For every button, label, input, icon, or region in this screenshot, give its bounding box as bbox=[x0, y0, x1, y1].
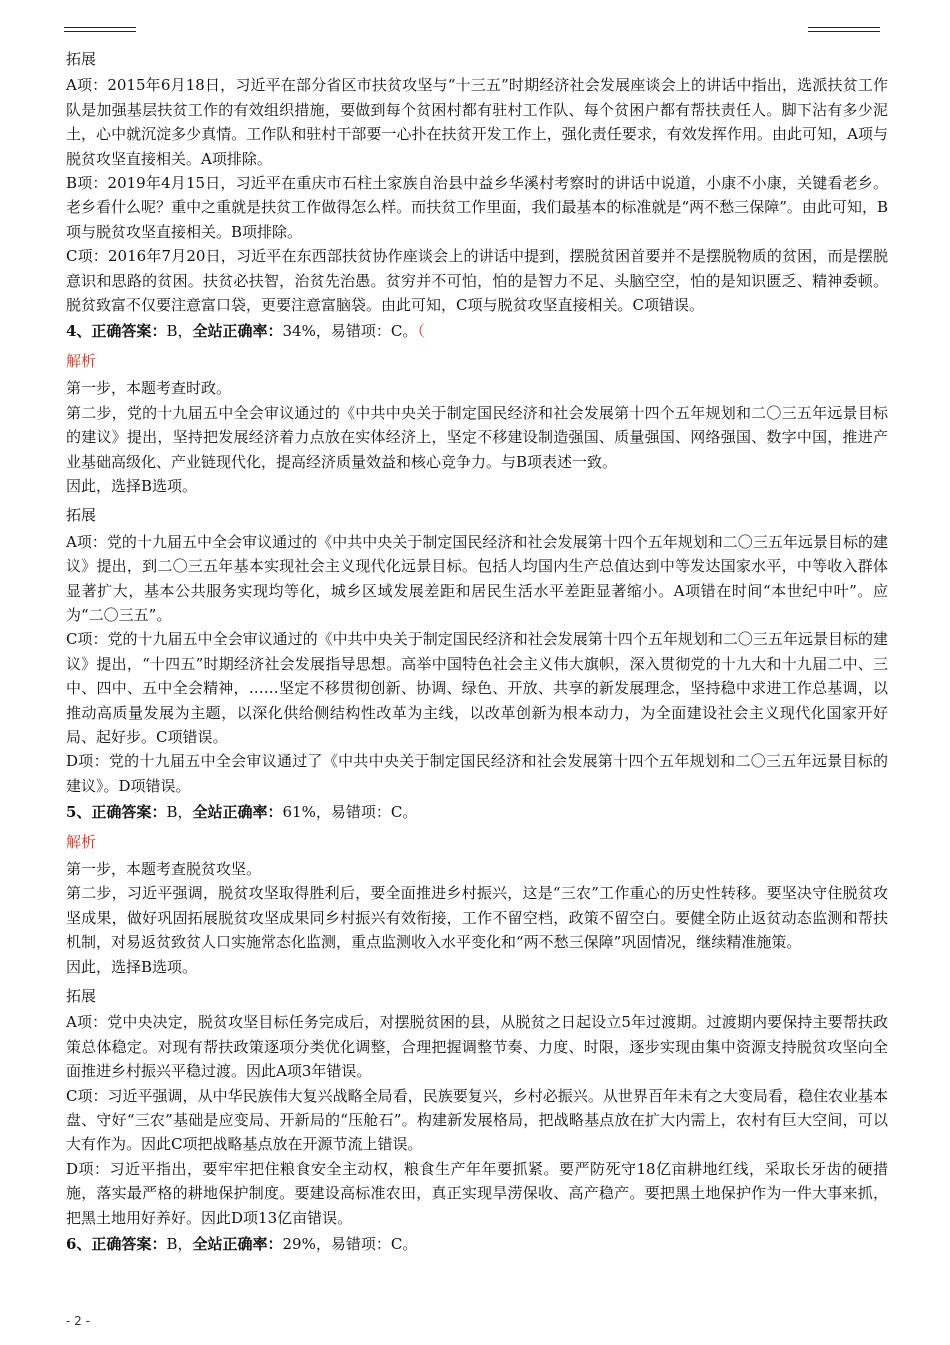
paragraph: 第二步，习近平强调，脱贫攻坚取得胜利后，要全面推进乡村振兴，这是“三农”工作重心的历史性转移。要坚决守住脱贫攻坚成果，做好巩固拓展脱贫攻坚成果同乡村振兴有效衔接，工作不留空档，政策不留空白。要健全防止返贫动态监测和帮扶机制，对易返贫致贫人口实施常态化监测，重点监测收入水平变化和“两不愁三保障”巩固情况，继续精准施策。 bbox=[66, 884, 888, 952]
paragraph: A项：党中央决定，脱贫攻坚目标任务完成后，对摆脱贫困的县，从脱贫之日起设立5年过渡期。过渡期内要保持主要帮扶政策总体稳定。对现有帮扶政策逐项分类优化调整，合理把握调整节奏、力度、时限，逐步实现由集中资源支持脱贫攻坚向全面推进乡村振兴平稳过渡。因此A项3年错误。 bbox=[66, 1013, 888, 1081]
rate-value: 34%，易错项：C。 bbox=[282, 322, 418, 341]
paragraph: A项：2015年6月18日，习近平在部分省区市扶贫攻坚与“十三五”时期经济社会发展座谈会上的讲话中指出，选派扶贫工作队是加强基层扶贫工作的有效组织措施，要做到每个贫困村都有驻村工作队、每个贫困户都有帮扶责任人。脚下沾有多少泥土，心中就沉淀多少真情。工作队和驻村干部要一心扑在扶贫开发工作上，强化责任要求，有效发挥作用。由此可知，A项与脱贫攻坚直接相关。A项排除。 bbox=[66, 76, 888, 168]
paragraph: C项：习近平强调，从中华民族伟大复兴战略全局看，民族要复兴，乡村必振兴。从世界百年未有之大变局看，稳住农业基本盘、守好“三农”基础是应变局、开新局的“压舱石”。构建新发展格局，把战略基点放在扩大内需上，农村有巨大空间，可以大有作为。因此C项把战略基点放在开源节流上错误。 bbox=[66, 1086, 888, 1154]
analysis-heading: 解析 bbox=[66, 832, 97, 851]
paragraph: 因此，选择B选项。 bbox=[66, 476, 198, 495]
paragraph: 因此，选择B选项。 bbox=[66, 957, 198, 976]
paragraph: A项：党的十九届五中全会审议通过的《中共中央关于制定国民经济和社会发展第十四个五年规划和二〇三五年远景目标的建议》提出，到二〇三五年基本实现社会主义现代化远景目标。包括人均国内生产总值达到中等发达国家水平，中等收入群体显著扩大，基本公共服务实现均等化，城乡区域发展差距和居民生活水平差距显著缩小。A项错在时间“本世纪中叶”。应为“二〇三五”。 bbox=[66, 532, 888, 624]
answer-value: B， bbox=[166, 322, 193, 341]
header-rule-right bbox=[808, 27, 880, 32]
header-rule-left bbox=[64, 27, 136, 32]
answer-line bbox=[66, 319, 888, 343]
rate-label: 全站正确率： bbox=[192, 803, 283, 822]
paragraph: D项：党的十九届五中全会审议通过了《中共中央关于制定国民经济和社会发展第十四个五年规划和二〇三五年远景目标的建议》。D项错误。 bbox=[66, 752, 888, 795]
stray-mark: （ bbox=[417, 322, 425, 341]
answer-value: B， bbox=[166, 803, 193, 822]
answer-label: 5、正确答案： bbox=[66, 803, 167, 822]
rate-value: 29%，易错项：C。 bbox=[282, 1235, 418, 1254]
answer-value: B， bbox=[166, 1235, 193, 1254]
answer-label: 4、正确答案： bbox=[66, 322, 167, 341]
paragraph: C项：党的十九届五中全会审议通过的《中共中央关于制定国民经济和社会发展第十四个五年规划和二〇三五年远景目标的建议》提出，“十四五”时期经济社会发展指导思想。高举中国特色社会主义伟大旗帜，深入贯彻党的十九大和十九届二中、三中、四中、五中全会精神，……坚定不移贯彻创新、协调、绿色、开放、共享的新发展理念，坚持稳中求进工作总基调，以推动高质量发展为主题，以深化供给侧结构性改革为主线，以改革创新为根本动力，为全面建设社会主义现代化国家开好局、起好步。C项错误。 bbox=[66, 630, 888, 746]
analysis-heading: 解析 bbox=[66, 351, 97, 370]
answer-line bbox=[66, 1232, 888, 1256]
paragraph: 第一步，本题考查时政。 bbox=[66, 379, 232, 398]
page-number: - 2 - bbox=[66, 1314, 90, 1328]
rate-label: 全站正确率： bbox=[192, 1235, 283, 1254]
paragraph: C项：2016年7月20日，习近平在东西部扶贫协作座谈会上的讲话中提到，摆脱贫困首要并不是摆脱物质的贫困，而是摆脱意识和思路的贫困。扶贫必扶智，治贫先治愚。贫穷并不可怕，怕的是智力不足、头脑空空，怕的是知识匮乏、精神委顿。脱贫致富不仅要注意富口袋，更要注意富脑袋。由此可知，C项与脱贫攻坚直接相关。C项错误。 bbox=[66, 247, 888, 315]
rate-value: 61%，易错项：C。 bbox=[282, 803, 418, 822]
section-heading: 拓展 bbox=[66, 506, 97, 525]
paragraph: 第一步，本题考查脱贫攻坚。 bbox=[66, 860, 262, 878]
section-heading: 拓展 bbox=[66, 50, 97, 68]
rate-label: 全站正确率： bbox=[192, 322, 283, 341]
section-heading: 拓展 bbox=[66, 987, 97, 1006]
answer-line bbox=[66, 800, 888, 824]
paragraph: B项：2019年4月15日，习近平在重庆市石柱土家族自治县中益乡华溪村考察时的讲话中说道，小康不小康，关键看老乡。老乡看什么呢？重中之重就是扶贫工作做得怎么样。而扶贫工作里面，我们最基本的标准就是“两不愁三保障”。由此可知，B项与脱贫攻坚直接相关。B项排除。 bbox=[66, 174, 888, 241]
paragraph: 第二步，党的十九届五中全会审议通过的《中共中央关于制定国民经济和社会发展第十四个五年规划和二〇三五年远景目标的建议》提出，坚持把发展经济着力点放在实体经济上，坚定不移建设制造强国、质量强国、网络强国、数字中国，推进产业基础高级化、产业链现代化，提高经济质量效益和核心竞争力。与B项表述一致。 bbox=[66, 403, 888, 471]
paragraph: D项：习近平指出，要牢牢把住粮食安全主动权，粮食生产年年要抓紧。要严防死守18亿亩耕地红线，采取长牙齿的硬措施，落实最严格的耕地保护制度。要建设高标准农田，真正实现旱涝保收、高产稳产。要把黑土地保护作为一件大事来抓，把黑土地用好养好。因此D项13亿亩错误。 bbox=[66, 1159, 888, 1227]
document-body bbox=[66, 42, 888, 1262]
answer-label: 6、正确答案： bbox=[66, 1235, 167, 1254]
